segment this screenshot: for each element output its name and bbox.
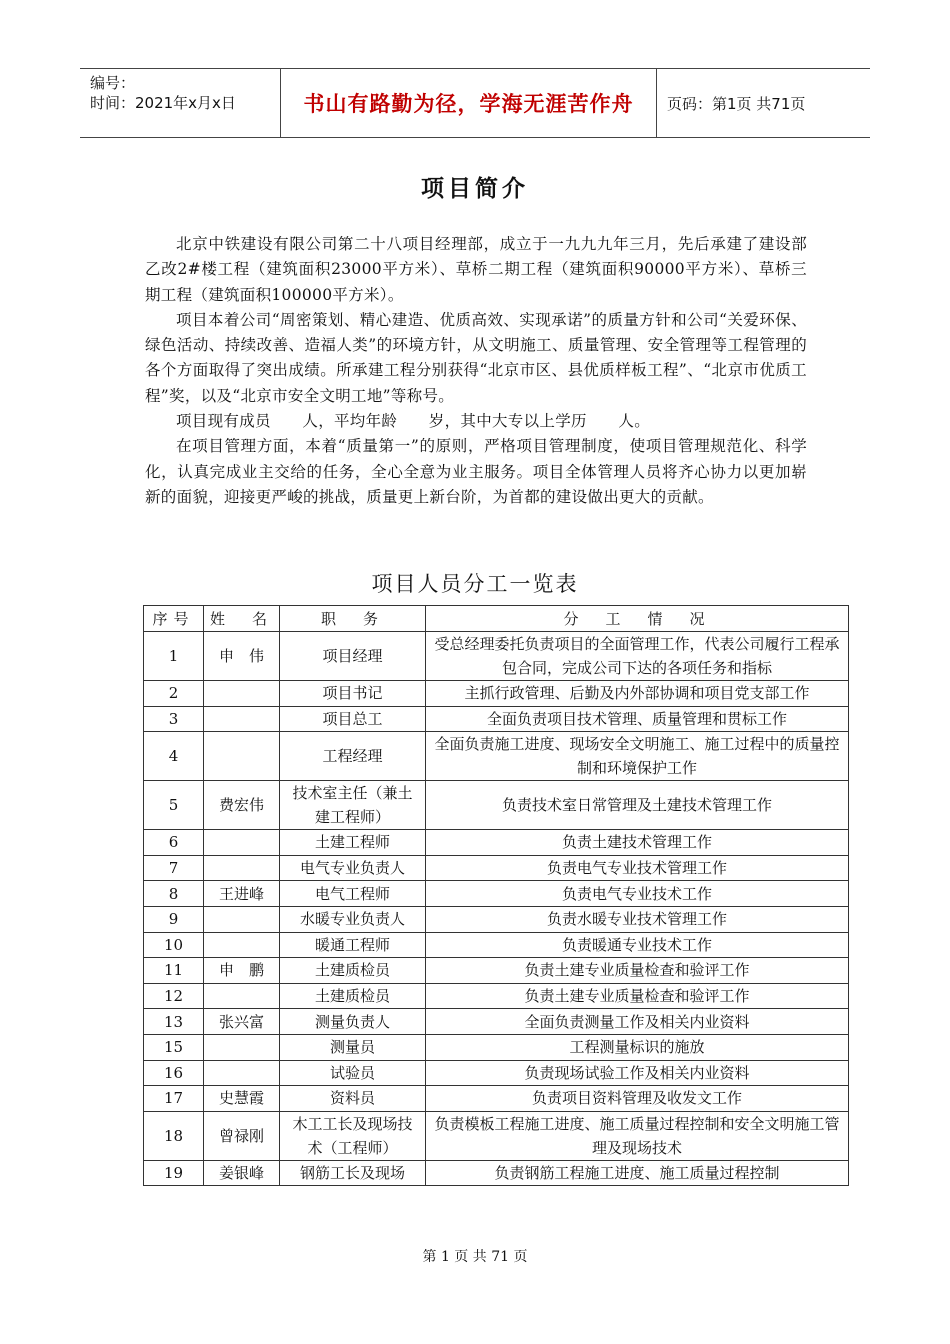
- cell-role: 技术室主任（兼土建工程师）: [280, 781, 426, 830]
- cell-role: 项目书记: [280, 681, 426, 707]
- cell-role: 土建质检员: [280, 958, 426, 984]
- cell-role: 土建工程师: [280, 830, 426, 856]
- cell-duty: 负责土建技术管理工作: [426, 830, 849, 856]
- cell-duty: 受总经理委托负责项目的全面管理工作，代表公司履行工程承包合同，完成公司下达的各项任务和指标: [426, 632, 849, 681]
- cell-name: [204, 830, 280, 856]
- cell-role: 测量负责人: [280, 1009, 426, 1035]
- page-header: [80, 68, 870, 138]
- table-header-row: [144, 606, 849, 632]
- table-body: [144, 632, 849, 1186]
- cell-duty: 负责暖通专业技术工作: [426, 932, 849, 958]
- header-number: 编号：: [90, 74, 136, 92]
- staff-table: [143, 605, 849, 1186]
- cell-name: 费宏伟: [204, 781, 280, 830]
- cell-role: 电气工程师: [280, 881, 426, 907]
- table-row: [144, 958, 849, 984]
- header-cell-index: 序号: [144, 606, 204, 632]
- header-meta: [80, 69, 280, 137]
- cell-duty: 负责水暖专业技术管理工作: [426, 906, 849, 932]
- cell-name: [204, 855, 280, 881]
- page-footer: 第 1 页 共 71 页: [422, 1249, 528, 1265]
- cell-role: 水暖专业负责人: [280, 906, 426, 932]
- cell-name: [204, 681, 280, 707]
- cell-name: [204, 906, 280, 932]
- cell-name: [204, 932, 280, 958]
- cell-duty: 负责项目资料管理及收发文工作: [426, 1086, 849, 1112]
- header-time: 时间：2021年x月x日: [90, 94, 236, 112]
- cell-name: 申 伟: [204, 632, 280, 681]
- cell-index: 4: [144, 732, 204, 781]
- table-row: [144, 1034, 849, 1060]
- cell-name: [204, 732, 280, 781]
- cell-index: 6: [144, 830, 204, 856]
- table-row: [144, 830, 849, 856]
- cell-duty: 负责钢筋工程施工进度、施工质量过程控制: [426, 1160, 849, 1186]
- cell-index: 12: [144, 983, 204, 1009]
- cell-index: 17: [144, 1086, 204, 1112]
- cell-index: 1: [144, 632, 204, 681]
- cell-duty: 负责电气专业技术工作: [426, 881, 849, 907]
- cell-index: 8: [144, 881, 204, 907]
- table-row: [144, 1009, 849, 1035]
- cell-name: 申 鹏: [204, 958, 280, 984]
- table-row: [144, 855, 849, 881]
- cell-name: 张兴富: [204, 1009, 280, 1035]
- cell-role: 木工工长及现场技术（工程师）: [280, 1111, 426, 1160]
- table-title: 项目人员分工一览表: [371, 572, 579, 596]
- cell-duty: 全面负责项目技术管理、质量管理和贯标工作: [426, 706, 849, 732]
- paragraph: 北京中铁建设有限公司第二十八项目经理部，成立于一九九九年三月，先后承建了建设部乙改2#楼工程（建筑面积23000平方米）、草桥二期工程（建筑面积90000平方米）、草桥三期工程（建筑面积100000平方米）。: [145, 235, 807, 304]
- cell-role: 土建质检员: [280, 983, 426, 1009]
- table-row: [144, 1086, 849, 1112]
- table-row: [144, 983, 849, 1009]
- cell-name: 史慧霞: [204, 1086, 280, 1112]
- table-row: [144, 706, 849, 732]
- cell-name: 王进峰: [204, 881, 280, 907]
- cell-name: 姜银峰: [204, 1160, 280, 1186]
- cell-duty: 全面负责测量工作及相关内业资料: [426, 1009, 849, 1035]
- cell-role: 测量员: [280, 1034, 426, 1060]
- cell-index: 3: [144, 706, 204, 732]
- cell-name: [204, 706, 280, 732]
- table-row: [144, 1160, 849, 1186]
- cell-index: 9: [144, 906, 204, 932]
- cell-role: 工程经理: [280, 732, 426, 781]
- cell-role: 项目经理: [280, 632, 426, 681]
- cell-name: [204, 1034, 280, 1060]
- table-row: [144, 1111, 849, 1160]
- cell-name: 曾禄刚: [204, 1111, 280, 1160]
- cell-duty: 负责电气专业技术管理工作: [426, 855, 849, 881]
- paragraph: 项目现有成员 人，平均年龄 岁，其中大专以上学历 人。: [176, 412, 651, 431]
- cell-role: 试验员: [280, 1060, 426, 1086]
- cell-index: 19: [144, 1160, 204, 1186]
- paragraph: 项目本着公司“周密策划、精心建造、优质高效、实现承诺”的质量方针和公司“关爱环保、绿色活动、持续改善、造福人类”的环境方针，从文明施工、质量管理、安全管理等工程管理的各个方面取得了突出成绩。所承建工程分别获得“北京市区、县优质样板工程”、“北京市优质工程”奖，以及“北京市安全文明工地”等称号。: [145, 310, 807, 405]
- cell-duty: 负责土建专业质量检查和验评工作: [426, 983, 849, 1009]
- cell-index: 18: [144, 1111, 204, 1160]
- cell-index: 5: [144, 781, 204, 830]
- cell-role: 资料员: [280, 1086, 426, 1112]
- cell-role: 项目总工: [280, 706, 426, 732]
- header-cell-name: 姓 名: [204, 606, 280, 632]
- cell-index: 13: [144, 1009, 204, 1035]
- table-row: [144, 932, 849, 958]
- cell-role: 钢筋工长及现场: [280, 1160, 426, 1186]
- header-motto: 书山有路勤为径，学海无涯苦作舟: [280, 69, 657, 137]
- table-row: [144, 732, 849, 781]
- cell-duty: 全面负责施工进度、现场安全文明施工、施工过程中的质量控制和环境保护工作: [426, 732, 849, 781]
- header-cell-duty: 分 工 情 况: [426, 606, 849, 632]
- cell-index: 15: [144, 1034, 204, 1060]
- cell-duty: 负责技术室日常管理及土建技术管理工作: [426, 781, 849, 830]
- cell-duty: 工程测量标识的施放: [426, 1034, 849, 1060]
- paragraph: 在项目管理方面，本着“质量第一”的原则，严格项目管理制度，使项目管理规范化、科学化，认真完成业主交给的任务，全心全意为业主服务。项目全体管理人员将齐心协力以更加崭新的面貌，迎接更严峻的挑战，质量更上新台阶，为首都的建设做出更大的贡献。: [145, 437, 807, 506]
- cell-role: 电气专业负责人: [280, 855, 426, 881]
- cell-index: 7: [144, 855, 204, 881]
- intro-text: [145, 232, 807, 510]
- header-page: 页码：第1页 共71页: [667, 94, 806, 113]
- table-row: [144, 781, 849, 830]
- cell-role: 暖通工程师: [280, 932, 426, 958]
- table-row: [144, 681, 849, 707]
- cell-duty: 负责现场试验工作及相关内业资料: [426, 1060, 849, 1086]
- cell-duty: 主抓行政管理、后勤及内外部协调和项目党支部工作: [426, 681, 849, 707]
- header-cell-role: 职 务: [280, 606, 426, 632]
- cell-index: 16: [144, 1060, 204, 1086]
- cell-index: 11: [144, 958, 204, 984]
- cell-duty: 负责模板工程施工进度、施工质量过程控制和安全文明施工管理及现场技术: [426, 1111, 849, 1160]
- table-row: [144, 632, 849, 681]
- cell-name: [204, 983, 280, 1009]
- cell-index: 2: [144, 681, 204, 707]
- table-row: [144, 1060, 849, 1086]
- cell-name: [204, 1060, 280, 1086]
- page-title: 项目简介: [421, 176, 529, 202]
- table-row: [144, 881, 849, 907]
- cell-index: 10: [144, 932, 204, 958]
- table-row: [144, 906, 849, 932]
- cell-duty: 负责土建专业质量检查和验评工作: [426, 958, 849, 984]
